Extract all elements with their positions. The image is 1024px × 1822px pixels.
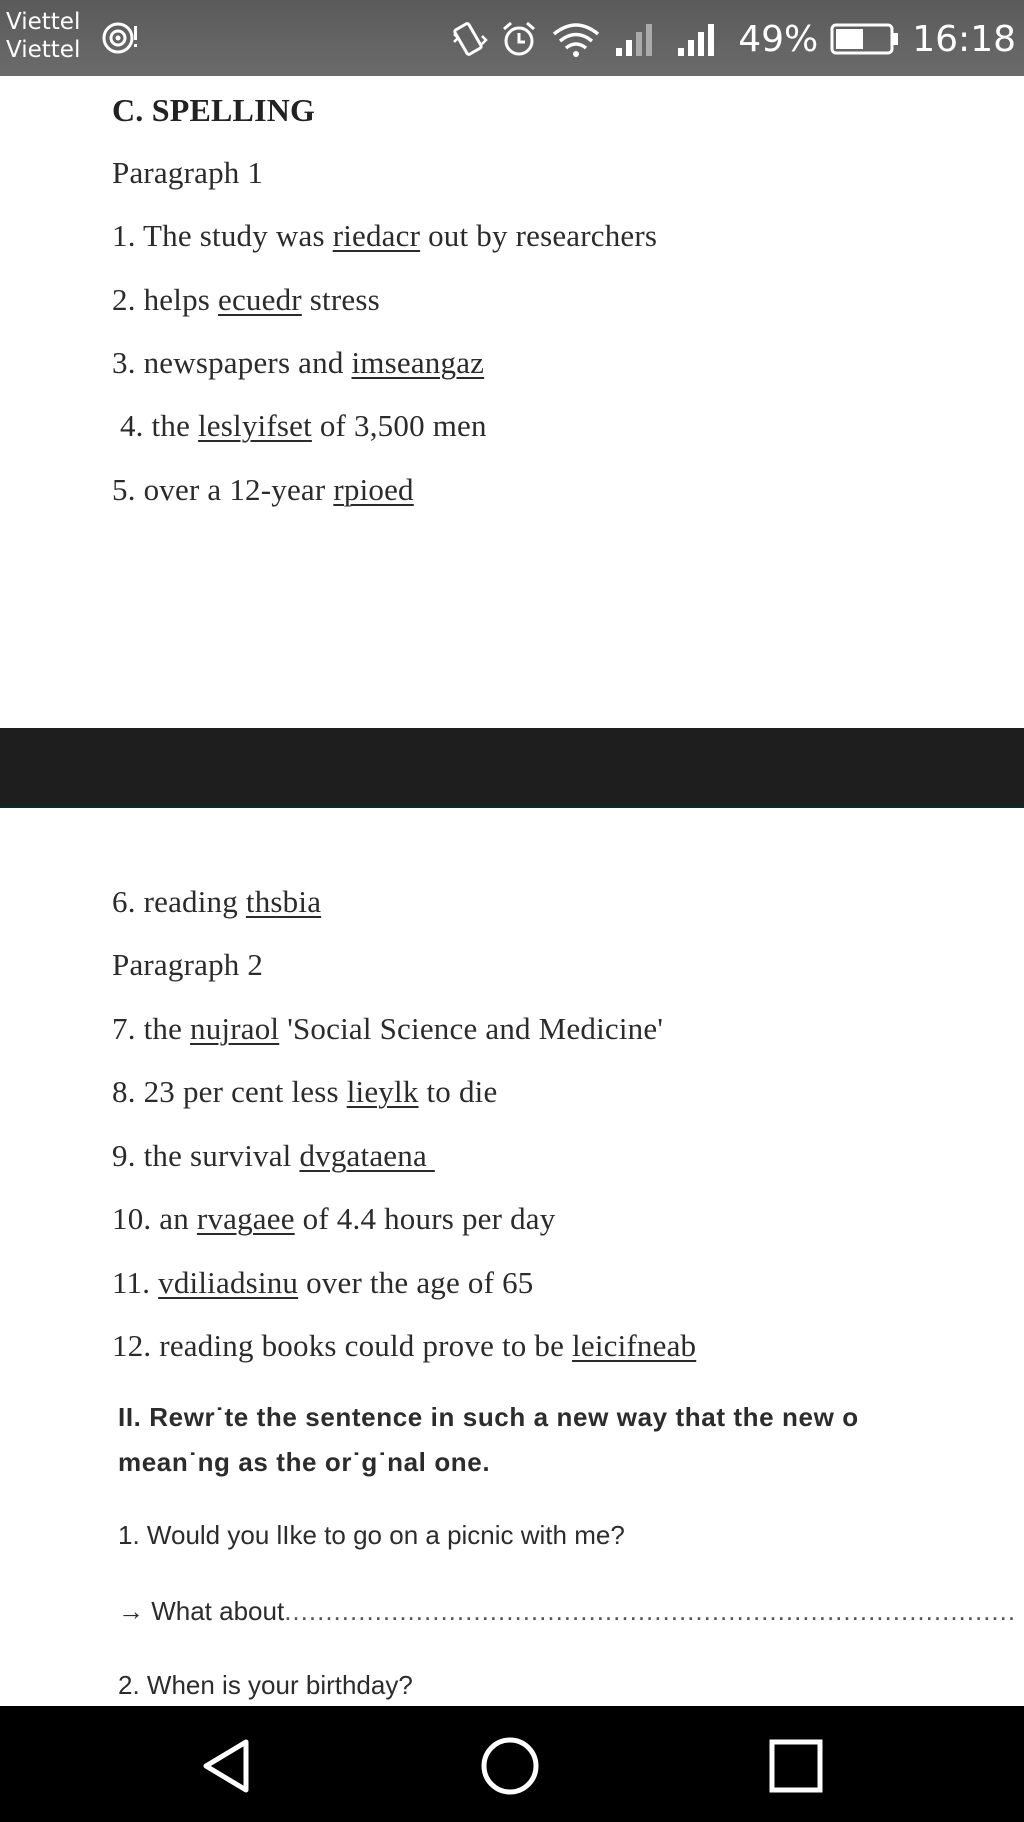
question-1: 1. Would you lIke to go on a picnic with me?	[118, 1520, 625, 1550]
status-bar	[0, 0, 1024, 76]
section-instruction-line-2: mean˙ng as the or˙g˙nal one.	[118, 1447, 491, 1477]
status-icons	[450, 14, 1016, 64]
page-gap	[0, 728, 1024, 808]
scrambled-word: leicifneab	[572, 1328, 697, 1363]
scrambled-word: lieylk	[346, 1074, 419, 1109]
scrambled-word: nujraol	[190, 1011, 280, 1046]
list-item: 1. The study was riedacr out by researchers	[112, 218, 658, 253]
back-icon[interactable]	[196, 1734, 260, 1798]
list-item: 4. the leslyifset of 3,500 men	[112, 408, 487, 443]
list-item: 3. newspapers and imseangaz	[112, 345, 485, 380]
answer-line-1: → What about.........................................................................................	[118, 1596, 1017, 1626]
navigation-bar	[0, 1706, 1024, 1822]
scrambled-word: imseangaz	[351, 345, 485, 380]
alarm-icon	[500, 20, 538, 58]
home-icon[interactable]	[478, 1734, 542, 1798]
battery-icon	[830, 23, 900, 55]
scrambled-word: dvgataena	[299, 1138, 435, 1173]
vibrate-icon	[450, 20, 488, 58]
section-heading: C. SPELLING	[112, 92, 316, 128]
list-item: 11. vdiliadsinu over the age of 65	[112, 1265, 534, 1300]
scrambled-word: ecuedr	[218, 282, 302, 317]
list-item: 9. the survival dvgataena	[112, 1138, 435, 1173]
document-page-2[interactable]	[0, 808, 1024, 1706]
carrier-line-2: Viettel	[6, 37, 81, 63]
scrambled-word: leslyifset	[197, 408, 312, 443]
scrambled-word: rvagaee	[196, 1201, 295, 1236]
list-item: 12. reading books could prove to be leicifneab	[112, 1328, 697, 1363]
list-item: 7. the nujraol 'Social Science and Medicine'	[112, 1011, 664, 1046]
recents-icon[interactable]	[764, 1734, 828, 1798]
question-2: 2. When is your birthday?	[118, 1670, 413, 1700]
list-item: 2. helps ecuedr stress	[112, 282, 380, 317]
hotspot-icon	[100, 18, 140, 58]
scrambled-word: vdiliadsinu	[158, 1265, 299, 1300]
scrambled-word: thsbia	[245, 884, 322, 919]
list-item: 8. 23 per cent less lieylk to die	[112, 1074, 498, 1109]
battery-percent: 49%	[738, 18, 819, 60]
list-item: 6. reading thsbia	[112, 884, 322, 919]
clock: 16:18	[912, 18, 1016, 60]
signal-icon	[676, 20, 726, 58]
wifi-icon	[550, 20, 602, 58]
section-instruction-line-1: II. Rewr˙te the sentence in such a new way that the new o	[118, 1402, 859, 1432]
answer-blank: .........................................................................................	[284, 1596, 1017, 1626]
list-item: 5. over a 12-year rpioed	[112, 472, 414, 507]
scrambled-word: rpioed	[333, 472, 414, 507]
paragraph-label: Paragraph 1	[112, 155, 264, 190]
carrier-line-1: Viettel	[6, 9, 81, 35]
carrier-label	[6, 8, 80, 64]
paragraph-label: Paragraph 2	[112, 947, 264, 982]
list-item: 10. an rvagaee of 4.4 hours per day	[112, 1201, 556, 1236]
document-page-1[interactable]	[0, 76, 1024, 728]
scrambled-word: riedacr	[332, 218, 421, 253]
signal-icon	[614, 20, 664, 58]
